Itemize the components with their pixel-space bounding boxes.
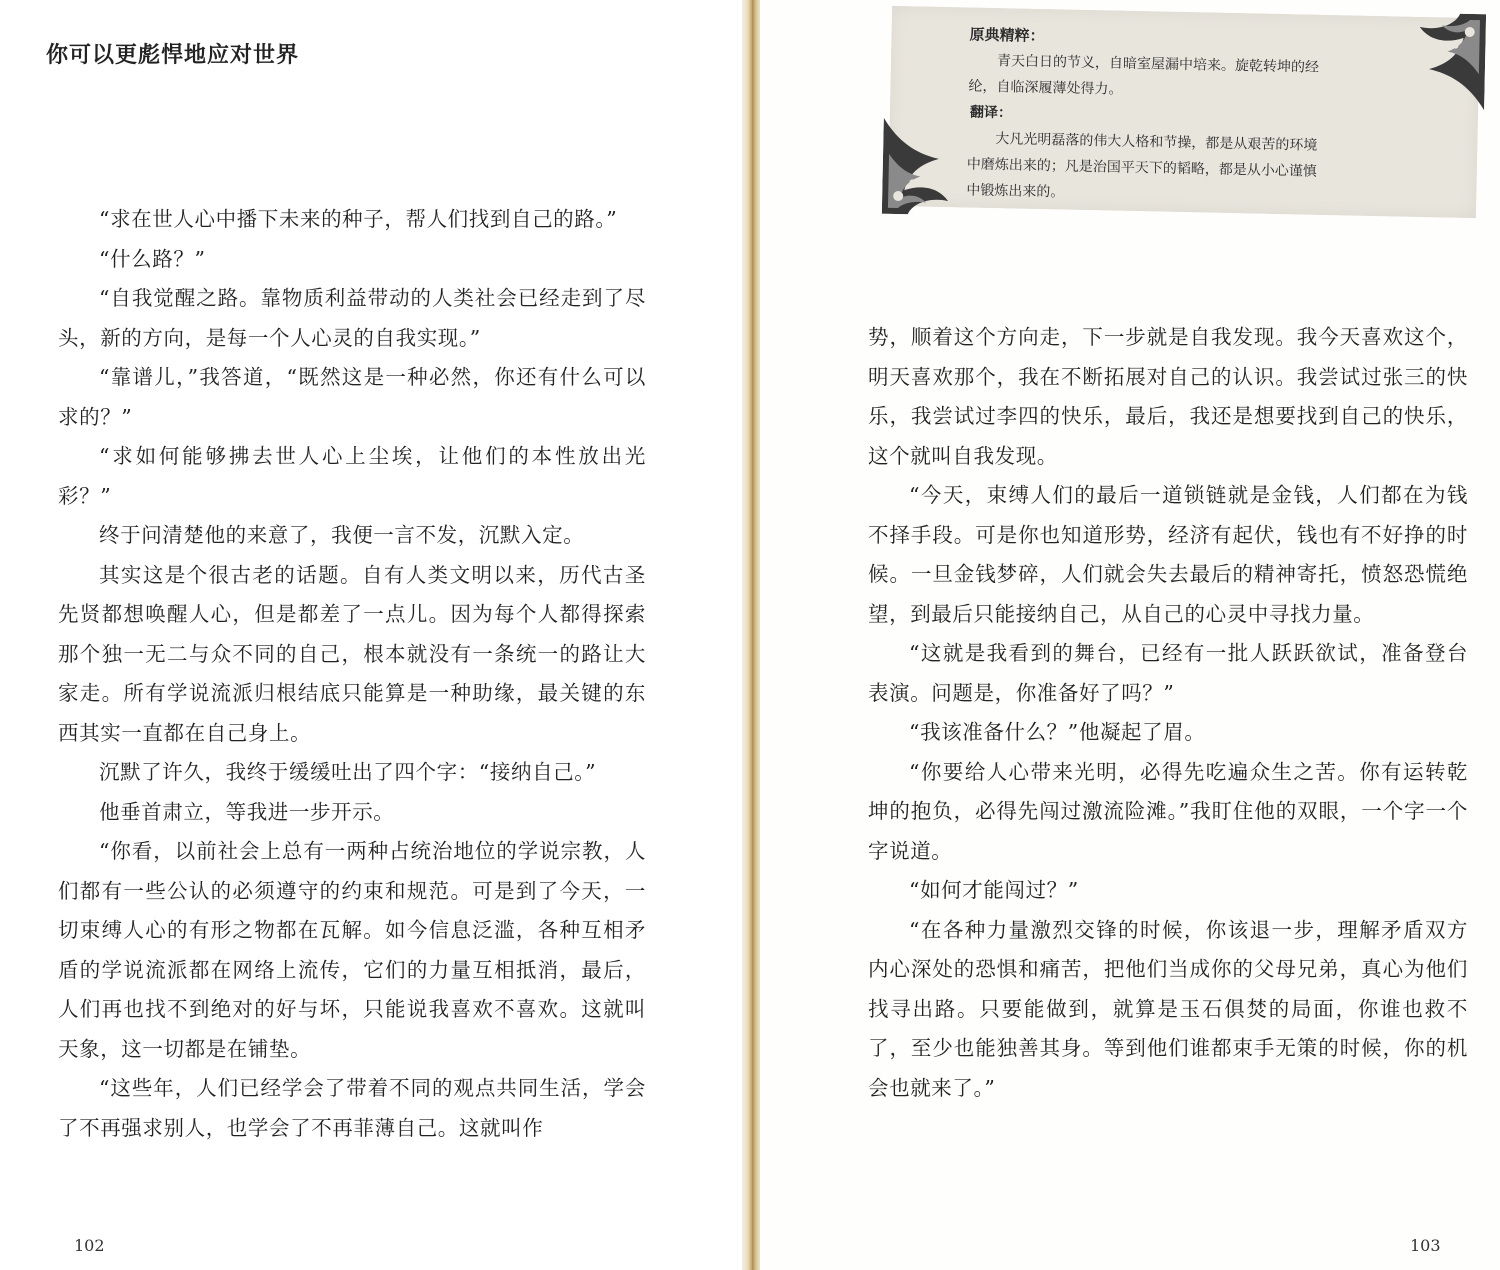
left-page [0,0,748,1270]
paragraph: 其实这是个很古老的话题。自有人类文明以来，历代古圣先贤都想唤醒人心，但是都差了一点儿。因为每个人都得探索那个独一无二与众不同的自己，根本就没有一条统一的路让大家走。所有学说流派归根结底只能算是一种助缘，最关键的东西其实一直都在自己身上。 [58,562,646,745]
paragraph: 沉默了许久，我终于缓缓吐出了四个字：“接纳自己。” [99,760,597,784]
paragraph: “靠谱儿，”我答道，“既然这是一种必然，你还有什么可以求的？” [58,365,646,429]
paragraph: “你看，以前社会上总有一两种占统治地位的学说宗教，人们都有一些公认的必须遵守的约束和规范。可是到了今天，一切束缚人心的有形之物都在瓦解。如今信息泛滥，各种互相矛盾的学说流派都在网络上流传，它们的力量互相抵消，最后，人们再也找不到绝对的好与坏，只能说我喜欢不喜欢。这就叫天象，这一切都是在铺垫。 [58,839,646,1061]
quote-box [888,6,1480,218]
translation-line: 大凡光明磊落的伟大人格和节操，都是从艰苦的环境 [995,131,1318,154]
paragraph: “求在世人心中播下未来的种子，帮人们找到自己的路。” [99,207,618,231]
paragraph: “求如何能够拂去世人心上尘埃，让他们的本性放出光彩？” [58,444,646,508]
quote-content [966,21,1430,213]
paragraph: 终于问清楚他的来意了，我便一言不发，沉默入定。 [99,523,585,547]
page-number-left: 102 [74,1236,105,1255]
left-body-text [58,200,646,1148]
quote-original-line: 青天白日的节义，自暗室屋漏中培来。旋乾转坤的经 [996,53,1320,76]
paragraph: 他垂首肃立，等我进一步开示。 [99,799,395,824]
translation-line: 中磨炼出来的；凡是治国平天下的韬略，都是从小心谨慎 [966,156,1317,180]
quote-heading: 原典精粹： [969,25,1045,46]
translation-heading: 翻译： [969,104,1013,122]
page-number-right: 103 [1410,1236,1441,1255]
paragraph: “什么路？” [99,246,206,271]
paragraph: 势，顺着这个方向走，下一步就是自我发现。我今天喜欢这个，明天喜欢那个，我在不断拓展对自己的认识。我尝试过张三的快乐，我尝试过李四的快乐，最后，我还是想要找到自己的快乐，这个就叫自我发现。 [868,325,1468,468]
paragraph: “自我觉醒之路。靠物质利益带动的人类社会已经走到了尽头，新的方向，是每一个人心灵的自我实现。” [58,286,646,350]
running-head: 你可以更彪悍地应对世界 [46,42,300,68]
paragraph: “你要给人心带来光明，必得先吃遍众生之苦。你有运转乾坤的抱负，必得先闯过激流险滩。”我盯住他的双眼，一个字一个字说道。 [868,759,1468,863]
paragraph: “如何才能闯过？” [909,878,1079,902]
right-body-text [868,318,1468,1108]
paragraph: “我该准备什么？”他凝起了眉。 [909,720,1206,744]
paragraph: “这就是我看到的舞台，已经有一批人跃跃欲试，准备登台表演。问题是，你准备好了吗？” [868,641,1468,705]
paragraph: “今天，束缚人们的最后一道锁链就是金钱，人们都在为钱不择手段。可是你也知道形势，经济有起伏，钱也有不好挣的时候。一旦金钱梦碎，人们就会失去最后的精神寄托，愤怒恐慌绝望，到最后只能接纳自己，从自己的心灵中寻找力量。 [868,483,1468,626]
quote-original-line: 纶，自临深履薄处得力。 [968,78,1123,98]
translation-line: 中锻炼出来的。 [966,182,1065,201]
paragraph: “这些年，人们已经学会了带着不同的观点共同生活，学会了不再强求别人，也学会了不再菲薄自己。这就叫作 [58,1076,646,1140]
book-gutter [742,0,762,1270]
paragraph: “在各种力量激烈交锋的时候，你该退一步，理解矛盾双方内心深处的恐惧和痛苦，把他们当成你的父母兄弟，真心为他们找寻出路。只要能做到，就算是玉石俱焚的局面，你谁也救不了，至少也能独善其身。等到他们谁都束手无策的时候，你的机会也就来了。” [868,917,1468,1100]
